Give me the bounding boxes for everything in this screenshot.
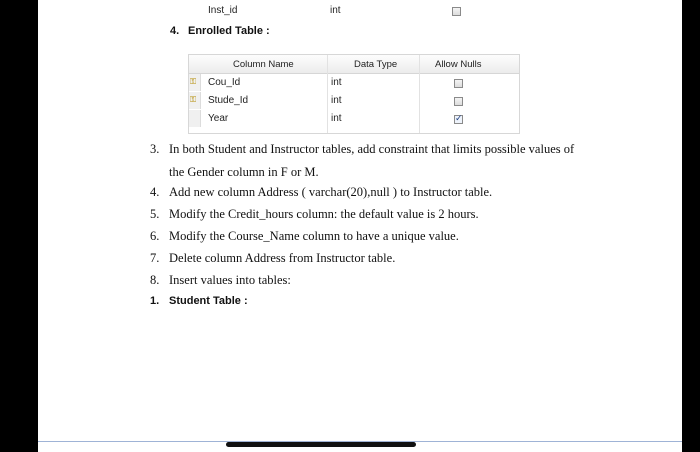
row-selector[interactable] — [189, 110, 201, 127]
row-name: Year — [208, 113, 229, 124]
item-number: 8. — [150, 273, 160, 287]
allow-nulls-checkbox-checked[interactable] — [454, 115, 463, 124]
item-text: In both Student and Instructor tables, add constraint that limits possible values of — [169, 142, 575, 156]
item-text: Delete column Address from Instructor table. — [169, 251, 396, 265]
enrolled-heading-number: 4. — [170, 25, 180, 37]
row-name: Stude_Id — [208, 95, 249, 106]
allow-nulls-checkbox[interactable] — [454, 79, 463, 88]
row-type: int — [331, 77, 342, 88]
row-selector[interactable] — [189, 92, 201, 109]
item-text-continued: the Gender column in F or M. — [169, 165, 319, 179]
row-type: int — [331, 95, 342, 106]
table-header — [189, 55, 519, 74]
col-nulls-header: Allow Nulls — [435, 59, 482, 70]
document-page — [38, 0, 682, 452]
row-type: int — [331, 113, 342, 124]
student-heading: Student Table : — [169, 295, 248, 307]
item-number: 7. — [150, 251, 160, 265]
row-name: Cou_Id — [208, 77, 241, 88]
item-number: 3. — [150, 142, 160, 156]
item-number: 5. — [150, 207, 160, 221]
item-number: 6. — [150, 229, 160, 243]
divider — [327, 55, 328, 133]
top-row-type: int — [330, 5, 341, 16]
row-selector[interactable] — [189, 74, 201, 91]
home-indicator[interactable] — [226, 442, 416, 447]
top-row-name: Inst_id — [208, 5, 238, 16]
top-row-null-checkbox[interactable] — [452, 7, 461, 16]
item-text: Insert values into tables: — [169, 273, 291, 287]
allow-nulls-checkbox[interactable] — [454, 97, 463, 106]
item-number: 4. — [150, 185, 160, 199]
primary-key-icon: ⚿ — [190, 77, 197, 86]
col-type-header: Data Type — [354, 59, 398, 70]
enrolled-heading: Enrolled Table : — [188, 25, 270, 37]
divider — [419, 55, 420, 133]
enrolled-table — [188, 54, 520, 134]
item-text: Add new column Address ( varchar(20),null ) to Instructor table. — [169, 185, 493, 199]
student-heading-number: 1. — [150, 295, 160, 307]
item-text: Modify the Credit_hours column: the default value is 2 hours. — [169, 207, 479, 221]
item-text: Modify the Course_Name column to have a unique value. — [169, 229, 459, 243]
col-name-header: Column Name — [233, 59, 294, 70]
primary-key-icon: ⚿ — [190, 95, 197, 104]
